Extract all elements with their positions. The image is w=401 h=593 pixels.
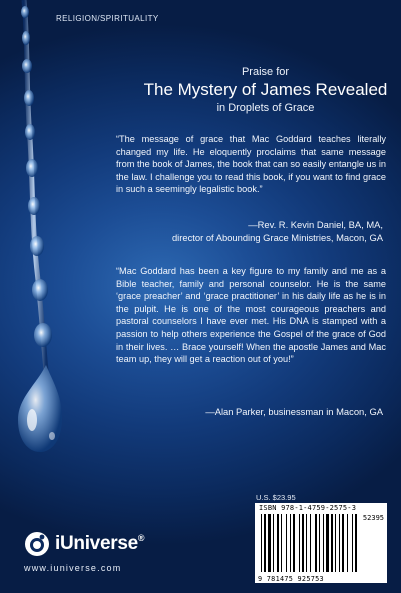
barcode-bar bbox=[355, 514, 357, 572]
publisher-name: iUniverse® bbox=[55, 533, 145, 554]
barcode-bar bbox=[335, 514, 336, 572]
barcode-bar bbox=[302, 514, 304, 572]
quote-attribution bbox=[103, 218, 383, 244]
praise-heading bbox=[0, 66, 401, 114]
publisher-logo bbox=[24, 531, 144, 557]
barcode-bar bbox=[342, 514, 344, 572]
iuniverse-logo-icon bbox=[24, 531, 50, 557]
attribution-name: —Alan Parker, businessman in Macon, GA bbox=[205, 406, 383, 417]
barcode-bar bbox=[319, 514, 320, 572]
barcode-bar bbox=[326, 514, 329, 572]
barcode-bar bbox=[310, 514, 311, 572]
isbn-text: ISBN 978-1-4759-2575-3 bbox=[259, 504, 357, 512]
barcode-bar bbox=[286, 514, 287, 572]
barcode-bar bbox=[352, 514, 353, 572]
barcode-bar bbox=[273, 514, 274, 572]
attribution-name: —Rev. R. Kevin Daniel, BA, MA, bbox=[248, 219, 383, 230]
barcode-addon-text: 52395 bbox=[362, 514, 384, 522]
barcode-bar bbox=[299, 514, 300, 572]
barcode-bar bbox=[281, 514, 282, 572]
quote-text: “The message of grace that Mac Goddard teaches literally changed my life. He eloquently proclaims that same message from the book of James, the book that can so easily entangle us in the law. I challenge you to read this book, if you want to find grace in such a seemingly legalistic book.” bbox=[116, 134, 386, 195]
praise-for-label: Praise for bbox=[241, 66, 290, 78]
barcode-bar bbox=[306, 514, 307, 572]
publisher-url: www.iuniverse.com bbox=[24, 563, 122, 573]
barcode-bar bbox=[315, 514, 317, 572]
barcode-bar bbox=[268, 514, 271, 572]
barcode-bar bbox=[290, 514, 291, 572]
barcode-bar bbox=[264, 514, 266, 572]
price-label: U.S. $23.95 bbox=[256, 493, 296, 502]
barcode-bar bbox=[347, 514, 348, 572]
barcode-bar bbox=[331, 514, 333, 572]
quote-attribution bbox=[103, 405, 383, 418]
barcode-bars bbox=[259, 514, 383, 574]
barcode-bar bbox=[261, 514, 262, 572]
barcode-bar bbox=[323, 514, 324, 572]
barcode bbox=[255, 503, 387, 583]
ean-text: 9 781475 925753 bbox=[258, 575, 324, 583]
barcode-bar bbox=[277, 514, 279, 572]
quote-text: “Mac Goddard has been a key figure to my family and me as a Bible teacher, family and personal counselor. He is the same ‘grace preacher’ and ‘grace practitioner’ in his daily life as he is in the pulpit. He is one of the most courageous preachers and pastoral counselors I have ever met. His DNA is stamped with a passion to help others experience the Gospel of the grace of God in their lives. … Brace yourself! When the apostle James and Mac team up, they will get a reaction out of you!” bbox=[116, 266, 386, 365]
book-title: The Mystery of James Revealed bbox=[143, 80, 388, 99]
barcode-bar bbox=[293, 514, 295, 572]
category-label: RELIGION/SPIRITUALITY bbox=[56, 14, 159, 23]
barcode-bar bbox=[339, 514, 340, 572]
book-subtitle: in Droplets of Grace bbox=[216, 102, 315, 114]
attribution-title: director of Abounding Grace Ministries, Macon, GA bbox=[171, 232, 383, 243]
